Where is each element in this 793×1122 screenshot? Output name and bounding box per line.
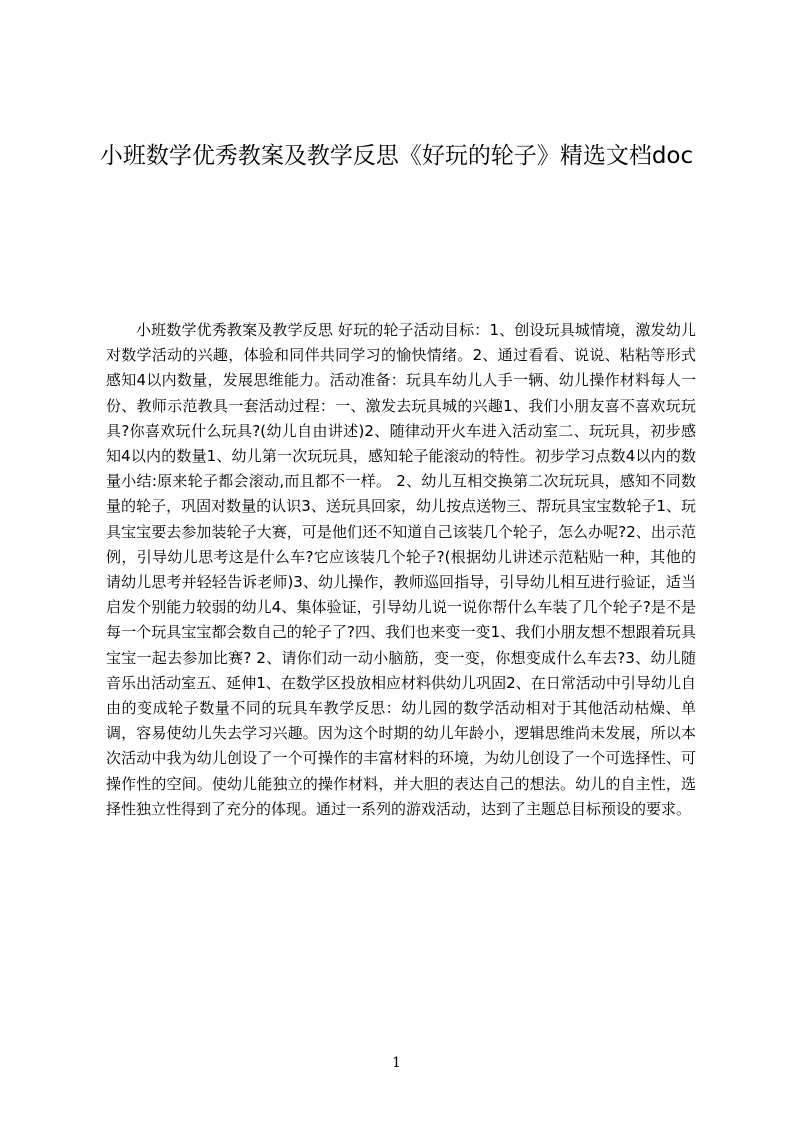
page-number: 1 [392, 1055, 401, 1071]
document-title: 小班数学优秀教案及教学反思《好玩的轮子》精选文档doc [99, 143, 694, 169]
document-body-paragraph: 小班数学优秀教案及教学反思 好玩的轮子活动目标：1、创设玩具城情境，激发幼儿对数学活动的兴趣，体验和同伴共同学习的愉快情绪。2、通过看看、说说、粘粘等形式感知4以内数量，发展思维能力。活动准备：玩具车幼儿人手一辆、幼儿操作材料每人一份、教师示范教具一套活动过程：一、激发去玩具城的兴趣1、我们小朋友喜不喜欢玩玩具?你喜欢玩什么玩具?(幼儿自由讲述)2、随律动开火车进入活动室二、玩玩具，初步感知4以内的数量1、幼儿第一次玩玩具，感知轮子能滚动的特性。初步学习点数4以内的数量小结:原来轮子都会滚动,而且都不一样。 2、幼儿互相交换第二次玩玩具，感知不同数量的轮子，巩固对数量的认识3、送玩具回家，幼儿按点送物三、帮玩具宝宝数轮子1、玩具宝宝要去参加装轮子大赛，可是他们还不知道自己该装几个轮子，怎么办呢?2、出示范例，引导幼儿思考这是什么车?它应该装几个轮子?(根据幼儿讲述示范粘贴一种，其他的请幼儿思考并轻轻告诉老师)3、幼儿操作，教师巡回指导，引导幼儿相互进行验证，适当启发个别能力较弱的幼儿4、集体验证，引导幼儿说一说你帮什么车装了几个轮子?是不是每一个玩具宝宝都会数自己的轮子了?四、我们也来变一变1、我们小朋友想不想跟着玩具宝宝一起去参加比赛? 2、请你们动一动小脑筋，变一变，你想变成什么车去?3、幼儿随音乐出活动室五、延伸1、在数学区投放相应材料供幼儿巩固2、在日常活动中引导幼儿自由的变成轮子数量不同的玩具车教学反思：幼儿园的数学活动相对于其他活动枯燥、单调，容易使幼儿失去学习兴趣。因为这个时期的幼儿年龄小，逻辑思维尚未发展，所以本次活动中我为幼儿创设了一个可操作的丰富材料的环境，为幼儿创设了一个可选择性、可操作性的空间。使幼儿能独立的操作材料，并大胆的表达自己的想法。幼儿的自主性，选择性独立性得到了充分的体现。通过一系列的游戏活动，达到了主题总目标预设的要求。 [106, 321, 696, 818]
